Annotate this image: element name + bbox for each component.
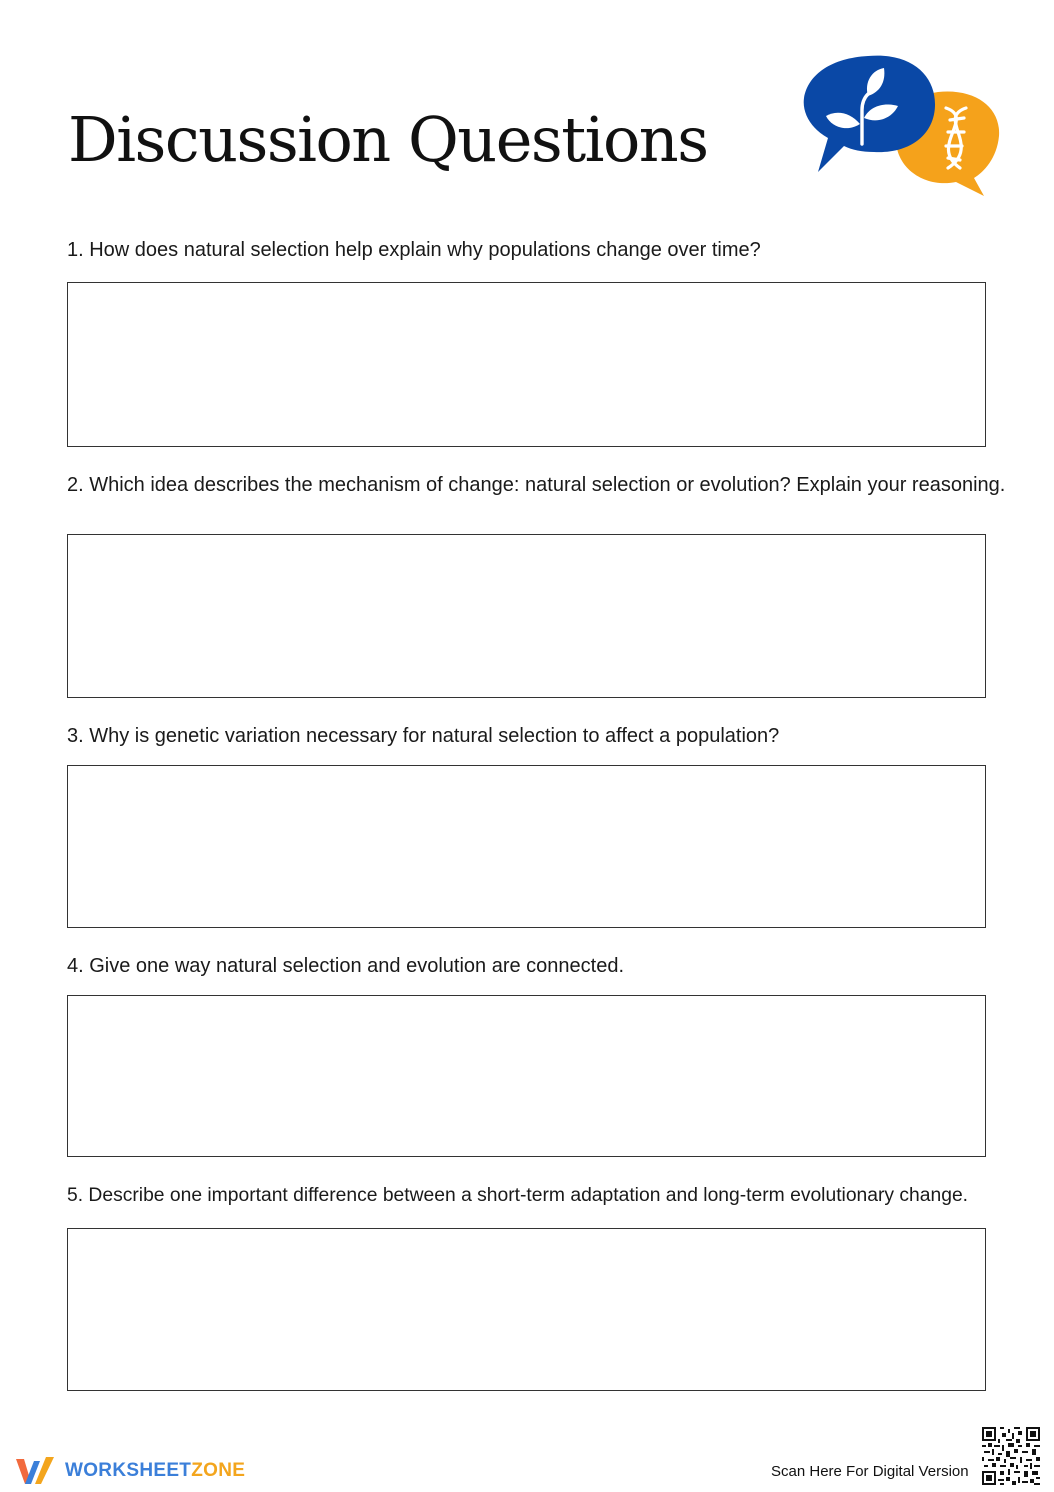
- page-title: Discussion Questions: [68, 103, 708, 176]
- question-5-text: 5. Describe one important difference between a short-term adaptation and long-term evolutionary change.: [67, 1185, 969, 1206]
- question-1-text: 1. How does natural selection help explain why populations change over time?: [67, 239, 761, 261]
- worksheetzone-logo-icon: [14, 1455, 58, 1487]
- answer-box-4[interactable]: [67, 995, 986, 1157]
- speech-bubbles-plant-dna-icon: [798, 50, 1004, 200]
- brand-logo: [14, 1454, 245, 1488]
- brand-name: [65, 1460, 245, 1482]
- question-2-text: 2. Which idea describes the mechanism of change: natural selection or evolution? Explain your reasoning.: [67, 474, 1006, 496]
- answer-box-1[interactable]: [67, 282, 986, 447]
- answer-box-2[interactable]: [67, 534, 986, 698]
- question-4-text: 4. Give one way natural selection and evolution are connected.: [67, 955, 625, 977]
- answer-box-3[interactable]: [67, 765, 986, 928]
- answer-box-5[interactable]: [67, 1228, 986, 1391]
- brand-name-primary: WORKSHEET: [65, 1460, 192, 1481]
- scan-instruction: Scan Here For Digital Version: [771, 1463, 969, 1480]
- question-3-text: 3. Why is genetic variation necessary for natural selection to affect a population?: [67, 725, 780, 747]
- qr-code-icon[interactable]: [982, 1427, 1040, 1485]
- brand-name-accent: ZONE: [191, 1460, 246, 1481]
